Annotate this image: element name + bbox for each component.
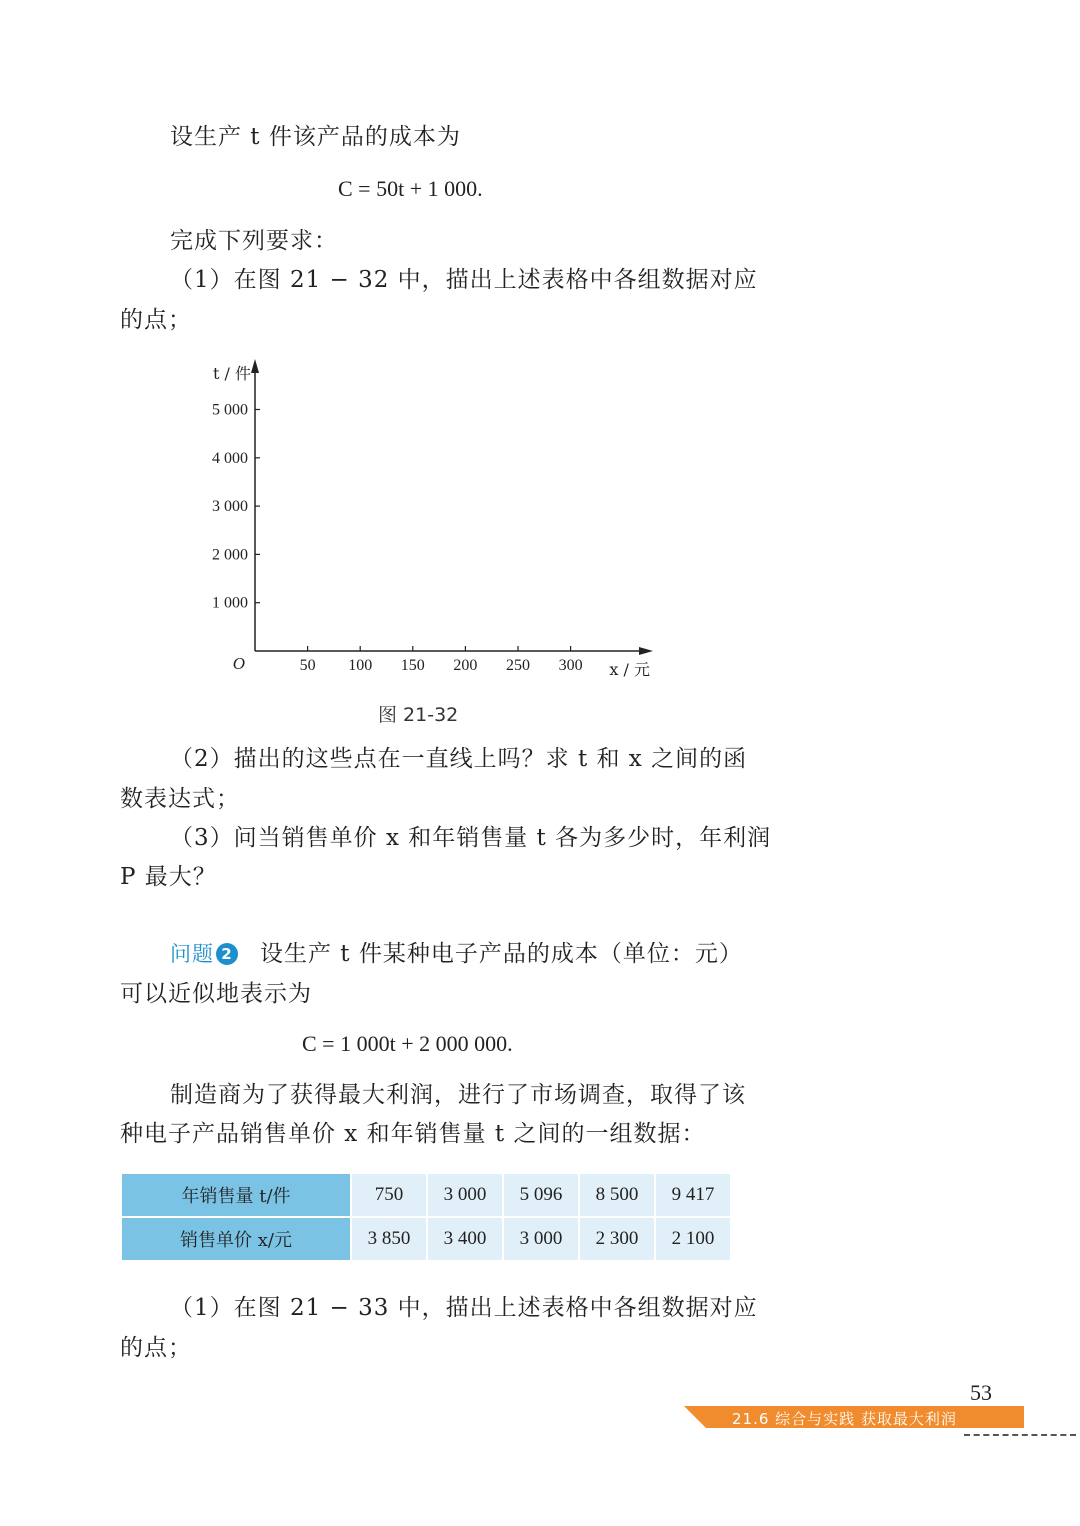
question2-line2: 可以近似地表示为 xyxy=(120,981,312,1007)
x-tick-label: 300 xyxy=(558,657,583,674)
table-cell: 2 300 xyxy=(579,1217,655,1261)
page-number: 53 xyxy=(970,1380,992,1405)
x-axis-arrow xyxy=(639,647,653,655)
section-title: 21.6 综合与实践 获取最大利润 xyxy=(732,1410,957,1428)
table-cell: 3 000 xyxy=(503,1217,579,1261)
table-cell: 3 400 xyxy=(427,1217,503,1261)
item3-line1: （3）问当销售单价 x 和年销售量 t 各为多少时，年利润 xyxy=(170,825,772,851)
y-tick-label: 2 000 xyxy=(212,546,248,564)
item2-line1: （2）描出的这些点在一直线上吗？求 t 和 x 之间的函 xyxy=(170,746,748,772)
sales-data-table xyxy=(120,1172,732,1262)
row-header-sales-volume: 年销售量 t/件 xyxy=(121,1173,351,1217)
table-row xyxy=(121,1217,731,1261)
table-cell: 3 000 xyxy=(427,1173,503,1217)
table-cell: 8 500 xyxy=(579,1173,655,1217)
x-tick-label: 200 xyxy=(453,657,478,674)
question-label: 问题 xyxy=(170,942,214,966)
cost-formula-1: C = 50t + 1 000. xyxy=(338,176,483,201)
x-tick-label: 250 xyxy=(506,657,530,674)
origin-label: O xyxy=(232,654,245,673)
item1-line1: （1）在图 21 − 32 中，描出上述表格中各组数据对应 xyxy=(170,267,758,293)
question2-line1: 设生产 t 件某种电子产品的成本（单位：元） xyxy=(260,941,743,967)
q2-item1-line2: 的点； xyxy=(120,1335,192,1361)
y-tick-label: 1 000 xyxy=(212,594,248,612)
market-para-line1: 制造商为了获得最大利润，进行了市场调查，取得了该 xyxy=(170,1082,746,1108)
item1-line2: 的点； xyxy=(120,307,192,333)
market-para-line2: 种电子产品销售单价 x 和年销售量 t 之间的一组数据： xyxy=(120,1121,706,1147)
row-header-unit-price: 销售单价 x/元 xyxy=(121,1217,351,1261)
intro-text: 设生产 t 件该产品的成本为 xyxy=(170,124,461,150)
table-cell: 3 850 xyxy=(351,1217,427,1261)
cost-formula-2: C = 1 000t + 2 000 000. xyxy=(302,1031,513,1056)
y-tick-label: 5 000 xyxy=(212,401,248,419)
empty-plot-axes xyxy=(190,355,670,685)
question-number-badge: 2 xyxy=(216,943,238,965)
item2-line2: 数表达式； xyxy=(120,786,240,812)
y-axis-arrow xyxy=(251,359,259,373)
table-cell: 750 xyxy=(351,1173,427,1217)
table-row xyxy=(121,1173,731,1217)
y-tick-label: 3 000 xyxy=(212,498,248,516)
table-cell: 9 417 xyxy=(655,1173,731,1217)
figure-caption: 图 21-32 xyxy=(378,704,459,726)
x-tick-label: 150 xyxy=(400,657,425,674)
x-axis-label: x / 元 xyxy=(609,660,650,679)
question2-heading xyxy=(170,943,743,966)
y-axis-label: t / 件 xyxy=(213,364,251,383)
x-tick-label: 50 xyxy=(299,657,316,674)
table-cell: 5 096 xyxy=(503,1173,579,1217)
table-cell: 2 100 xyxy=(655,1217,731,1261)
task-text: 完成下列要求： xyxy=(170,228,338,254)
x-tick-label: 100 xyxy=(348,657,373,674)
y-tick-label: 4 000 xyxy=(212,449,248,467)
footer-divider xyxy=(964,1434,1076,1436)
q2-item1-line1: （1）在图 21 − 33 中，描出上述表格中各组数据对应 xyxy=(170,1295,758,1321)
item3-line2: P 最大？ xyxy=(120,864,217,890)
